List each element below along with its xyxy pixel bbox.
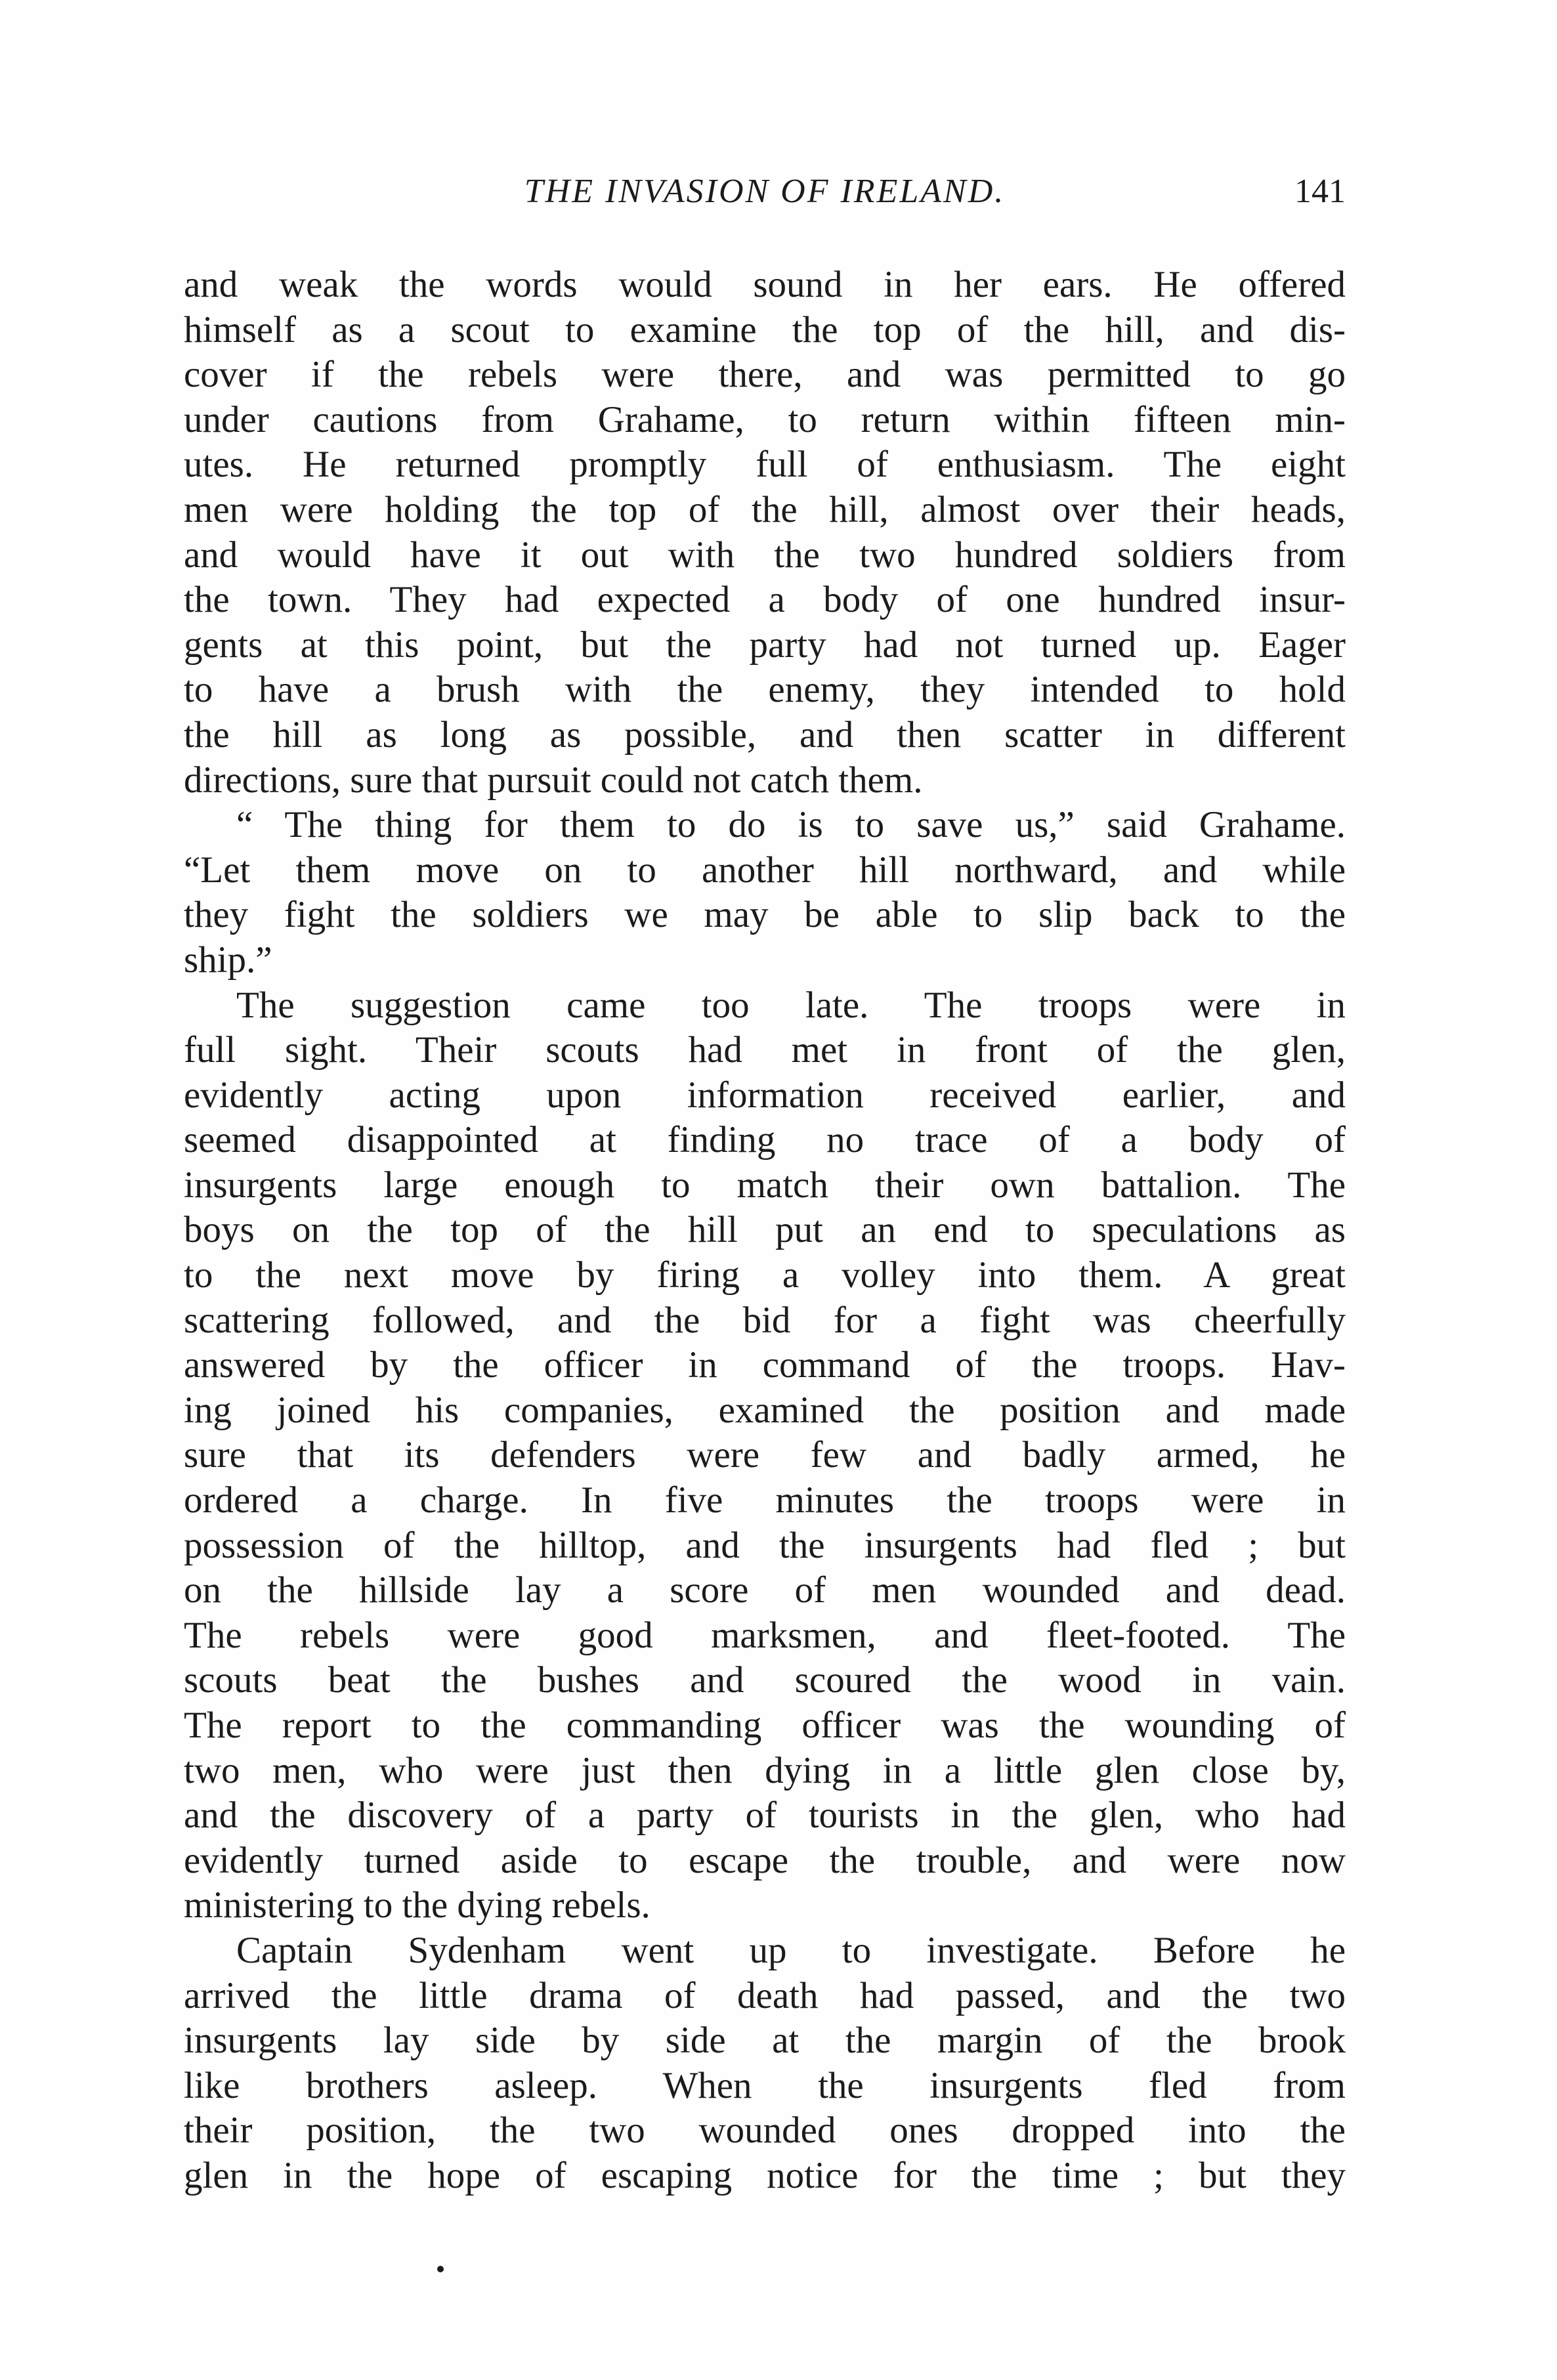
- running-head: [184, 172, 1346, 224]
- text-line: like brothers asleep. When the insurgents fled from: [184, 2064, 1346, 2106]
- text-line: on the hillside lay a score of men wounded and dead.: [184, 1569, 1346, 1611]
- text-line: arrived the little drama of death had passed, and the two: [184, 1974, 1346, 2016]
- text-line: directions, sure that pursuit could not catch them.: [184, 759, 923, 801]
- text-line: under cautions from Grahame, to return within fifteen min-: [184, 398, 1346, 440]
- text-line: ing joined his companies, examined the position and made: [184, 1389, 1346, 1431]
- text-line: to the next move by firing a volley into them. A great: [184, 1254, 1346, 1296]
- text-line: to have a brush with the enemy, they intended to hold: [184, 669, 1346, 711]
- text-line: men were holding the top of the hill, almost over their heads,: [184, 488, 1346, 530]
- text-line: scattering followed, and the bid for a fight was cheerfully: [184, 1299, 1346, 1341]
- text-line: answered by the officer in command of the troops. Hav-: [184, 1344, 1346, 1386]
- text-line: The suggestion came too late. The troops were in: [236, 984, 1346, 1026]
- text-line: the hill as long as possible, and then scatter in different: [184, 713, 1346, 755]
- text-line: the town. They had expected a body of one hundred insur-: [184, 579, 1346, 621]
- text-line: scouts beat the bushes and scoured the wood in vain.: [184, 1659, 1346, 1701]
- text-line: The rebels were good marksmen, and fleet-footed. The: [184, 1614, 1346, 1656]
- text-line: full sight. Their scouts had met in front of the glen,: [184, 1029, 1346, 1071]
- running-title: THE INVASION OF IRELAND.: [524, 173, 1006, 210]
- text-line: ordered a charge. In five minutes the troops were in: [184, 1479, 1346, 1521]
- printer-mark: [437, 2266, 444, 2272]
- text-line: possession of the hilltop, and the insurgents had fled ; but: [184, 1524, 1346, 1566]
- text-line: boys on the top of the hill put an end to speculations as: [184, 1209, 1346, 1251]
- text-line: their position, the two wounded ones dropped into the: [184, 2110, 1346, 2152]
- text-line: “ The thing for them to do is to save us,” said Grahame.: [236, 804, 1346, 846]
- text-line: and weak the words would sound in her ears. He offered: [184, 264, 1346, 305]
- text-line: ministering to the dying rebels.: [184, 1884, 651, 1926]
- text-line: utes. He returned promptly full of enthusiasm. The eight: [184, 444, 1346, 486]
- body-text: [184, 263, 1346, 2199]
- text-line: seemed disappointed at finding no trace of a body of: [184, 1119, 1346, 1161]
- text-line: two men, who were just then dying in a little glen close by,: [184, 1749, 1346, 1791]
- text-line: they fight the soldiers we may be able to slip back to the: [184, 894, 1346, 936]
- text-line: insurgents large enough to match their own battalion. The: [184, 1164, 1346, 1206]
- text-line: gents at this point, but the party had not turned up. Eager: [184, 624, 1346, 666]
- page-number: 141: [1294, 173, 1346, 210]
- text-line: The report to the commanding officer was the wounding of: [184, 1705, 1346, 1746]
- text-line: Captain Sydenham went up to investigate. Before he: [236, 1929, 1346, 1971]
- text-line: and would have it out with the two hundred soldiers from: [184, 534, 1346, 576]
- text-line: cover if the rebels were there, and was permitted to go: [184, 354, 1346, 396]
- text-line: sure that its defenders were few and badly armed, he: [184, 1434, 1346, 1476]
- text-line: “Let them move on to another hill northward, and while: [184, 849, 1346, 891]
- text-line: ship.”: [184, 939, 272, 981]
- text-line: evidently turned aside to escape the trouble, and were now: [184, 1839, 1346, 1881]
- text-line: insurgents lay side by side at the margin of the brook: [184, 2020, 1346, 2062]
- text-line: himself as a scout to examine the top of the hill, and dis-: [184, 308, 1346, 351]
- text-line: evidently acting upon information received earlier, and: [184, 1074, 1346, 1116]
- text-line: glen in the hope of escaping notice for the time ; but they: [184, 2154, 1346, 2196]
- text-line: and the discovery of a party of tourists in the glen, who had: [184, 1795, 1346, 1837]
